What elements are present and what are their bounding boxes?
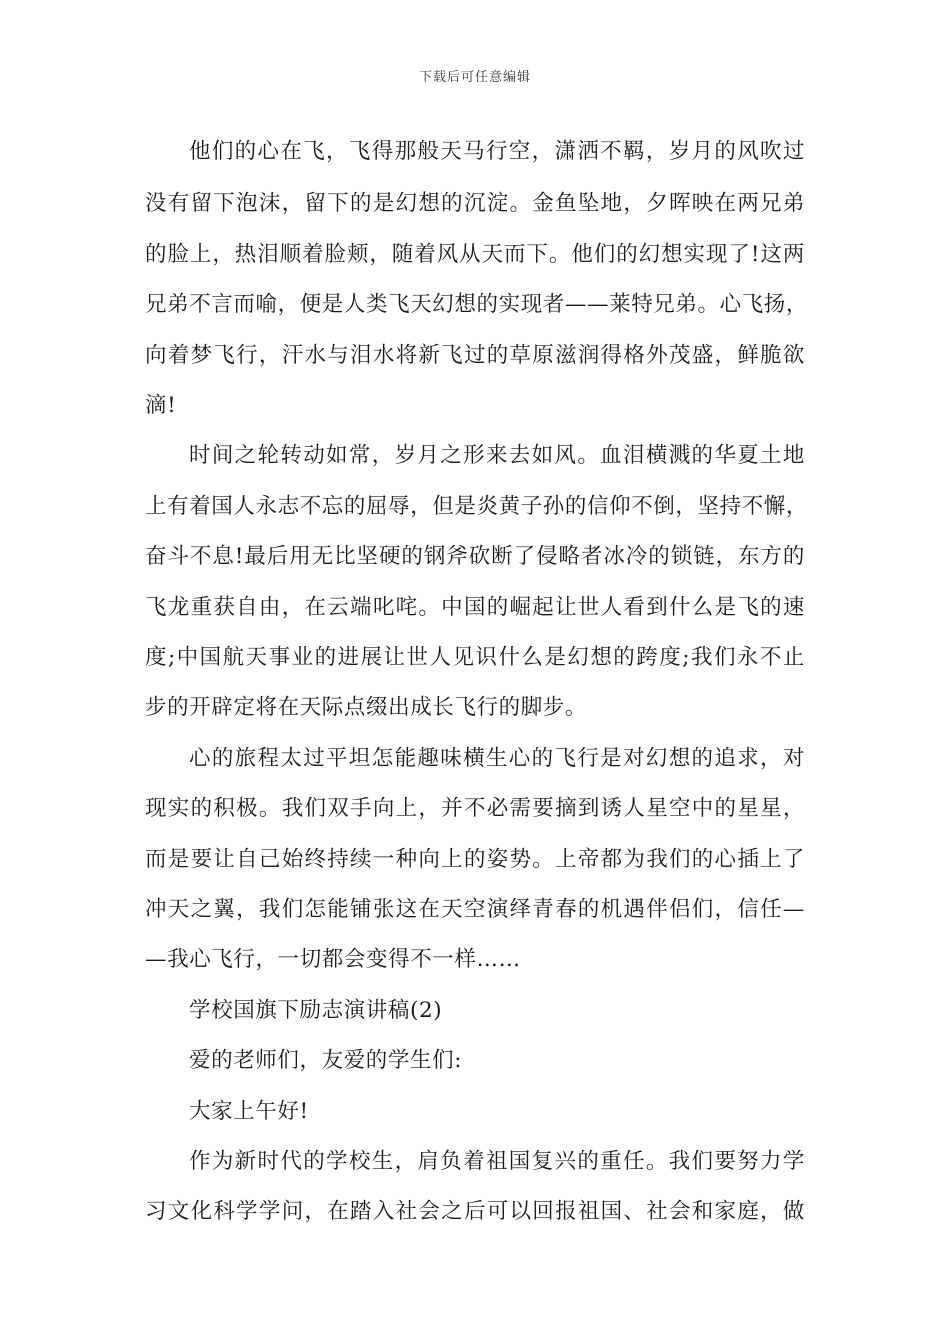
text-line: 飞龙重获自由，在云端叱咤。中国的崛起让世人看到什么是飞的速 bbox=[145, 595, 805, 620]
text-line: 习文化科学学问，在踏入社会之后可以回报祖国、社会和家庭，做 bbox=[145, 1199, 805, 1224]
text-line: 而是要让自己始终持续一种向上的姿势。上帝都为我们的心插上了 bbox=[145, 847, 805, 872]
text-line: 滴! bbox=[145, 393, 177, 418]
text-line: 兄弟不言而喻，便是人类飞天幻想的实现者——莱特兄弟。心飞扬， bbox=[145, 292, 809, 317]
greeting: 大家上午好! bbox=[189, 1099, 309, 1124]
text-line: 度;中国航天事业的进展让世人见识什么是幻想的跨度;我们永不止 bbox=[145, 645, 805, 670]
text-line: 上有着国人永志不忘的屈辱，但是炎黄子孙的信仰不倒，坚持不懈， bbox=[145, 494, 809, 519]
text-line: 作为新时代的学校生，肩负着祖国复兴的重任。我们要努力学 bbox=[189, 1149, 805, 1174]
text-line: 冲天之翼，我们怎能铺张这在天空演绎青春的机遇伴侣们，信任— bbox=[145, 897, 805, 922]
text-line: 步的开辟定将在天际点缀出成长飞行的脚步。 bbox=[145, 695, 588, 720]
text-line: —我心飞行，一切都会变得不一样…… bbox=[145, 947, 521, 972]
text-line: 没有留下泡沫，留下的是幻想的沉淀。金鱼坠地，夕晖映在两兄弟 bbox=[145, 191, 805, 216]
text-line: 现实的积极。我们双手向上，并不必需要摘到诱人星空中的星星， bbox=[145, 796, 805, 821]
section-heading: 学校国旗下励志演讲稿(2) bbox=[189, 998, 443, 1023]
text-line: 心的旅程太过平坦怎能趣味横生心的飞行是对幻想的追求，对 bbox=[189, 746, 805, 771]
page-header: 下载后可任意编辑 bbox=[418, 70, 531, 85]
text-line: 向着梦飞行，汗水与泪水将新飞过的草原滋润得格外茂盛，鲜脆欲 bbox=[145, 343, 805, 368]
text-line: 他们的心在飞，飞得那般天马行空，潇洒不羁，岁月的风吹过 bbox=[189, 139, 805, 164]
text-line: 奋斗不息!最后用无比坚硬的钢斧砍断了侵略者冰冷的锁链，东方的 bbox=[145, 544, 805, 569]
salutation: 爱的老师们，友爱的学生们: bbox=[189, 1048, 463, 1073]
text-line: 时间之轮转动如常，岁月之形来去如风。血泪横溅的华夏土地 bbox=[189, 443, 805, 468]
text-line: 的脸上，热泪顺着脸颊，随着风从天而下。他们的幻想实现了!这两 bbox=[145, 242, 805, 267]
